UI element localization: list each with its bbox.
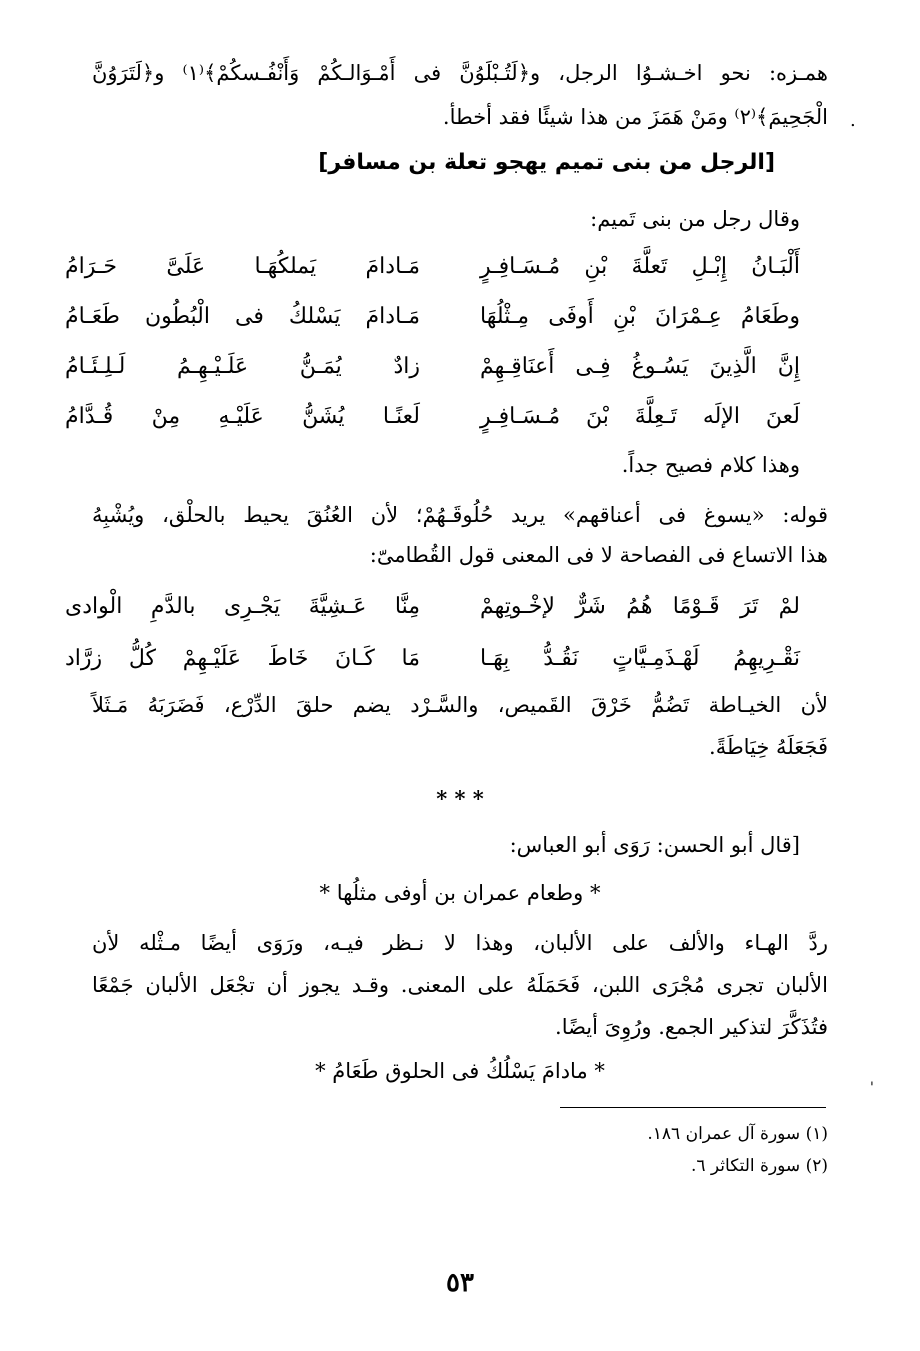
verse-hemistich-left: لَعنًـا يُشَنُّ عَلَيْـهِ مِنْ قُـدَّامُ (65, 404, 420, 429)
verse-hemistich-left: مِنَّا عَـشِيَّةَ يَجْـرِى بالدَّمِ الْوادى (65, 594, 420, 619)
verse-intro: وقال رجل من بنى تَميم: (590, 207, 800, 231)
footnote-divider (560, 1107, 826, 1108)
scan-speck: . (850, 110, 856, 131)
verse-hemistich-right: لمْ تَرَ قَـوْمًا هُمُ شَرٌّ لإخْـوتِهمْ (480, 594, 800, 619)
quoted-hemistich-1: * وطعام عمران بن أوفى مثلُها * (319, 881, 601, 905)
paragraph-5-line-3: فتُذَكَّرَ لتذكير الجمع. ورُوِىَ أيضًا. (555, 1015, 828, 1039)
paragraph-3-line-1: لأن الخيـاطة تَضُمُّ خَرْقَ القَميص، والسَّـرْد يضم حلقَ الدِّرْع، فَضَرَبَهُ مَـثَلاً (92, 693, 828, 717)
scan-speck: ' (870, 1080, 874, 1096)
verse-hemistich-left: مَا كَـانَ خَاطَ عَلَيْـهِمْ كُلُّ زرَّاد (65, 646, 420, 671)
verse-hemistich-left: مَـادامَ يَملكُهَـا عَلَىَّ حَـرَامُ (65, 254, 420, 279)
verse-hemistich-right: لَعنَ الإلَه تَـعِلَّةَ بْنَ مُـسَـافِـرٍ (480, 404, 800, 429)
paragraph-2-line-2: هذا الاتساع فى الفصاحة لا فى المعنى قول القُطامىّ: (369, 543, 828, 567)
top-paragraph-line-2: الْجَحِيمَ﴾⁽٢⁾ ومَنْ هَمَزَ من هذا شيئًا فقد أخطأ. (442, 105, 828, 129)
paragraph-4: [قال أبو الحسن: رَوَى أبو العباس: (509, 833, 800, 857)
verse-hemistich-right: أَلْبَـانُ إِبْـلِ تَعلَّةَ بْنِ مُـسَـافِـرٍ (480, 254, 800, 279)
page-number: ٥٣ (446, 1268, 474, 1298)
section-separator: * * * (436, 786, 484, 811)
paragraph-5-line-2: الألبان تجرى مُجْرَى اللبن، فَحَمَلَهُ على المعنى. وقـد يجوز أن تجْعَل الألبان جَمْعًا (92, 973, 828, 997)
paragraph-3-line-2: فَجَعَلَهُ خِيَاطَةً. (709, 735, 828, 759)
paragraph-2-line-1: قوله: «يسوغ فى أعناقهم» يريد حُلُوقَـهُمْ؛ لأن العُنُقَ يحيط بالحلْق، ويُشْبِهُ (92, 503, 828, 527)
verse-hemistich-right: إِنَّ الَّذِينَ يَسُـوغُ فِـى أَعنَاقِـهِمْ (480, 354, 800, 379)
verse-hemistich-right: نَقْـرِيهِمُ لَهْـذَمِـيَّاتٍ نَقُـدُّ بِهَـا (480, 646, 800, 671)
section-heading: [الرجل من بنى تميم يهجو تعلة بن مسافر] (318, 150, 775, 175)
verse-hemistich-left: مَـادامَ يَسْلكُ فى الْبُطُون طَعَـامُ (65, 304, 420, 329)
top-paragraph-line-1: همـزه: نحو اخـشـوُا الرجل، و﴿لَتُـبْلَوُنَّ فى أَمْـوَالـكُمْ وَأَنْفُـسكُمْ﴾⁽١⁾ و﴿لَتَرَوُنَّ (92, 61, 828, 85)
verse-comment: وهذا كلام فصيح جداً. (621, 453, 800, 477)
footnote: (١) سورة آل عمران ١٨٦. (647, 1124, 828, 1144)
verse-hemistich-right: وطَعَامُ عِـمْرَانَ بْنِ أَوفَى مِـثْلُهَا (480, 304, 800, 329)
quoted-hemistich-2: * مادامَ يَسْلُكُ فى الحلوق طَعَامُ * (315, 1059, 605, 1083)
verse-hemistich-left: زادٌ يُمَـنُّ عَلَـيْـهِـمُ لَـلِـئَـامُ (65, 354, 420, 379)
paragraph-5-line-1: ردَّ الهـاء والألف على الألبان، وهذا لا نـظر فيـه، ورَوَى أيضًا مـثْله لأن (92, 931, 828, 955)
footnote: (٢) سورة التكاثر ٦. (690, 1156, 828, 1176)
